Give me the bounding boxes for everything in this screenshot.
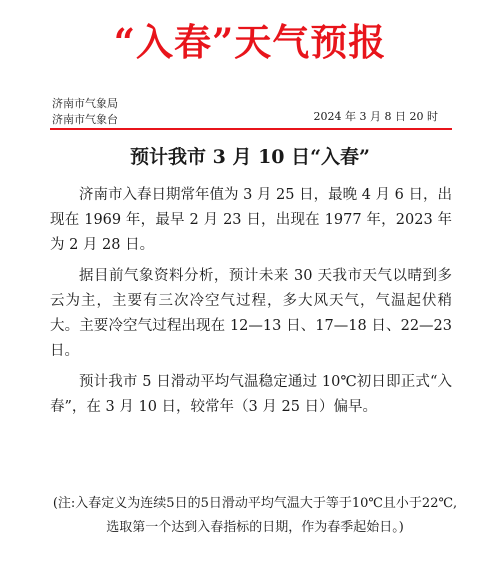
masthead-title: “入春”天气预报 [113,20,387,64]
issuer-meteorological-bureau: 济南市气象局 [52,97,118,110]
issuing-agencies [52,96,118,128]
issue-date: 2024 年 3 月 8 日 20 时 [313,110,438,123]
note-line-2: 选取第一个达到入春指标的日期，作为春季起始日。) [106,520,404,535]
document-body [50,183,452,426]
header-divider [50,128,452,130]
paragraph-spring-onset: 预计我市 5 日滑动平均气温稳定通过 10℃初日即正式“入春”，在 3 月 10 日，较常年（3 月 25 日）偏早。 [50,374,452,415]
document-title: 预计我市 3 月 10 日“入春” [130,146,370,168]
paragraph-forecast: 据目前气象资料分析，预计未来 30 天我市天气以晴到多云为主，主要有三次冷空气过程，多大风天气，气温起伏稍大。主要冷空气过程出现在 12—13 日、17—18 日、22—23 日。 [50,268,452,359]
note-line-1: (注:入春定义为连续5日的5日滑动平均气温大于等于10℃且小于22℃, [52,496,458,511]
paragraph-normal-date: 济南市入春日期常年值为 3 月 25 日，最晚 4 月 6 日，出现在 1969 年，最早 2 月 23 日，出现在 1977 年，2023 年为 2 月 28 日。 [50,187,452,253]
issuer-meteorological-observatory: 济南市气象台 [52,113,118,126]
definition-note [40,492,470,540]
